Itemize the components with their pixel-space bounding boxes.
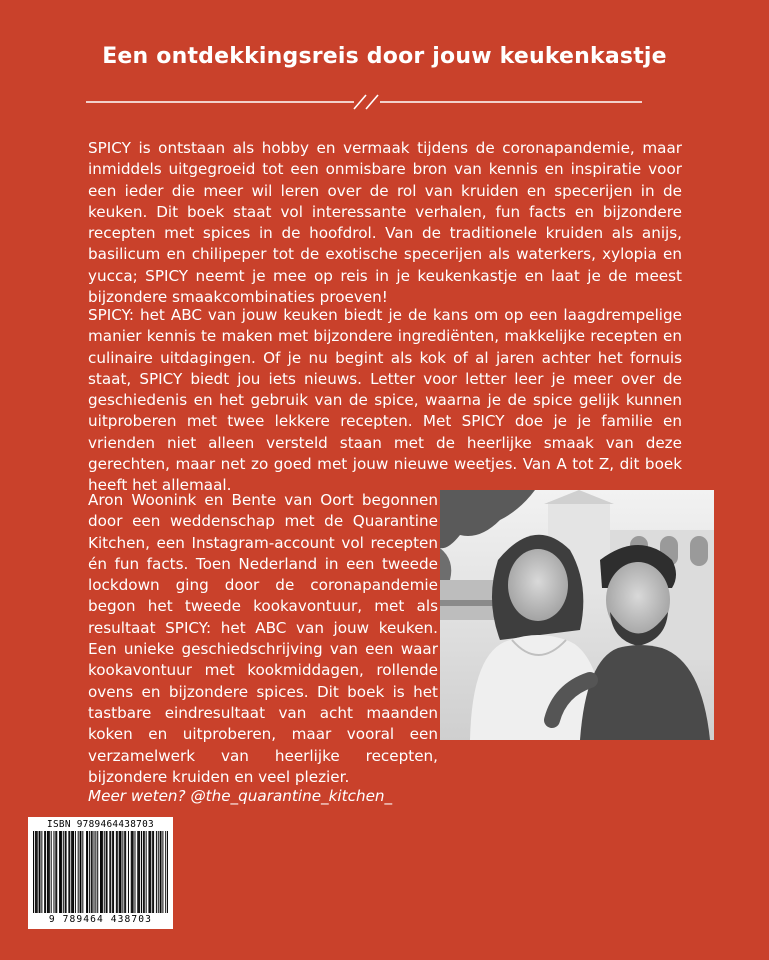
- barcode-bar: [128, 831, 129, 913]
- barcode-bar: [102, 831, 103, 913]
- barcode-bar: [44, 831, 45, 913]
- page-title: Een ontdekkingsreis door jouw keukenkastje: [102, 44, 667, 69]
- barcode-bar: [71, 831, 72, 913]
- barcode-bar: [119, 831, 120, 913]
- barcode-bar: [75, 831, 76, 913]
- barcode-bar: [48, 831, 49, 913]
- barcode-bar: [91, 831, 92, 913]
- barcode-bar: [95, 831, 96, 913]
- barcode-bar: [139, 831, 140, 913]
- barcode-bar: [149, 831, 150, 913]
- barcode-bar: [87, 831, 88, 913]
- barcode-bar: [51, 831, 52, 913]
- barcode-bar: [121, 831, 122, 913]
- barcode-bar: [165, 831, 166, 913]
- barcode-bar: [65, 831, 66, 913]
- barcode-bar: [39, 831, 40, 913]
- isbn-label: ISBN 9789464438703: [47, 819, 154, 830]
- barcode-bar: [37, 831, 38, 913]
- authors-paragraph: Aron Woonink en Bente van Oort begonnen door een weddenschap met de Quarantine Kitchen, een Instagram-account vol recepten én fun facts. Toen Nederland in een tweede lockdown ging door de coronapandemie begon het tweede kookavontuur, met als resultaat SPICY: het ABC van jouw keuken. Een unieke geschiedschrijving van een waar kookavontuur met kookmiddagen, rollende ovens en bijzondere spices. Dit boek is het tastbare eindresultaat van acht maanden koken en uitproberen, maar vooral een verzamelwerk van heerlijke recepten, bijzondere kruiden en veel plezier.: [88, 491, 438, 786]
- barcode-bar: [124, 831, 125, 913]
- barcode-bar: [41, 831, 42, 913]
- barcode-bar: [107, 831, 108, 913]
- barcode-bar: [97, 831, 98, 913]
- barcode-bar: [167, 831, 168, 913]
- barcode-bar: [100, 831, 101, 913]
- barcode-bar: [106, 831, 107, 913]
- barcode-bar: [146, 831, 147, 913]
- barcode-bar: [36, 831, 37, 913]
- barcode-bar: [78, 831, 79, 913]
- barcode-bar: [112, 831, 113, 913]
- barcode-bar: [68, 831, 69, 913]
- barcode-bar: [104, 831, 105, 913]
- authors-photo: [440, 490, 714, 740]
- barcode-bar: [101, 831, 102, 913]
- barcode-bar: [162, 831, 163, 913]
- barcode-bar: [152, 831, 153, 913]
- barcode-bar: [35, 831, 36, 913]
- barcode-bar: [110, 831, 111, 913]
- barcode-bar: [80, 831, 81, 913]
- barcode-bar: [89, 831, 90, 913]
- barcode-bar: [150, 831, 151, 913]
- barcode-bar: [138, 831, 139, 913]
- barcode-bar: [125, 831, 126, 913]
- barcode-bar: [156, 831, 157, 913]
- barcode-bar: [132, 831, 133, 913]
- barcode-bar: [55, 831, 56, 913]
- barcode-bar: [80, 831, 81, 913]
- barcode-bar: [69, 831, 70, 913]
- barcode-bar: [117, 831, 118, 913]
- barcode-bar: [63, 831, 64, 913]
- barcode-bar: [160, 831, 161, 913]
- barcode-bar: [109, 831, 110, 913]
- barcode-bar: [86, 831, 87, 913]
- intro-paragraph: SPICY is ontstaan als hobby en vermaak tijdens de coronapandemie, maar inmiddels uitgegroeid tot een onmisbare bron van kennis en inspiratie voor een ieder die meer wil leren over de rol van kruiden en specerijen in de keuken. Dit boek staat vol interessante verhalen, fun facts en bijzondere recepten met spices in de hoofdrol. Van de traditionele kruiden als anijs, basilicum en chilipeper tot de exotische specerijen als waterkers, xylopia en yucca; SPICY neemt je mee op reis in je keukenkastje en laat je de meest bijzondere smaakcombinaties proeven!: [88, 139, 682, 307]
- barcode-bar: [131, 831, 132, 913]
- barcode-bar: [45, 831, 46, 913]
- barcode-bar: [94, 831, 95, 913]
- barcode-bar: [33, 831, 34, 913]
- abc-paragraph: SPICY: het ABC van jouw keuken biedt je de kans om op een laagdrempelige manier kennis te maken met bijzondere ingrediënten, makkelijke recepten en culinaire uitdagingen. Of je nu begint als kok of al jaren achter het fornuis staat, SPICY biedt jou iets nieuws. Letter voor letter leer je meer over de geschiedenis en het gebruik van de spice, waarna je de spice gelijk kunnen uitproberen met twee lekkere recepten. Met SPICY doe je je familie en vrienden niet alleen versteld staan met de heerlijke smaak van deze gerechten, maar net zo goed met jouw nieuwe weetjes. Van A tot Z, dit boek heeft het allemaal.: [88, 306, 682, 495]
- barcode-bar: [73, 831, 74, 913]
- barcode-bar: [143, 831, 144, 913]
- title-divider: [86, 92, 642, 112]
- barcode-bar: [141, 831, 142, 913]
- barcode-bar: [134, 831, 135, 913]
- barcode-bar: [61, 831, 62, 913]
- barcode-bar: [161, 831, 162, 913]
- barcode-bar: [137, 831, 138, 913]
- barcode-bar: [158, 831, 159, 913]
- barcode-bar: [66, 831, 67, 913]
- barcode-digits: 9 789464 438703: [48, 914, 153, 925]
- barcode-bar: [122, 831, 123, 913]
- barcode-bar: [82, 831, 83, 913]
- barcode-bar: [60, 831, 61, 913]
- barcode-bars: [33, 831, 168, 913]
- barcode-bar: [120, 831, 121, 913]
- barcode-bar: [92, 831, 93, 913]
- barcode-bar: [56, 831, 57, 913]
- barcode-bar: [40, 831, 41, 913]
- barcode-bar: [144, 831, 145, 913]
- barcode-bar: [47, 831, 48, 913]
- barcode-bar: [53, 831, 54, 913]
- barcode-bar: [49, 831, 50, 913]
- barcode-bar: [116, 831, 117, 913]
- barcode-bar: [59, 831, 60, 913]
- barcode: [28, 817, 173, 929]
- instagram-handle: Meer weten? @the_quarantine_kitchen_: [88, 787, 393, 805]
- barcode-bar: [133, 831, 134, 913]
- barcode-bar: [148, 831, 149, 913]
- barcode-bar: [113, 831, 114, 913]
- barcode-bar: [72, 831, 73, 913]
- barcode-bar: [153, 831, 154, 913]
